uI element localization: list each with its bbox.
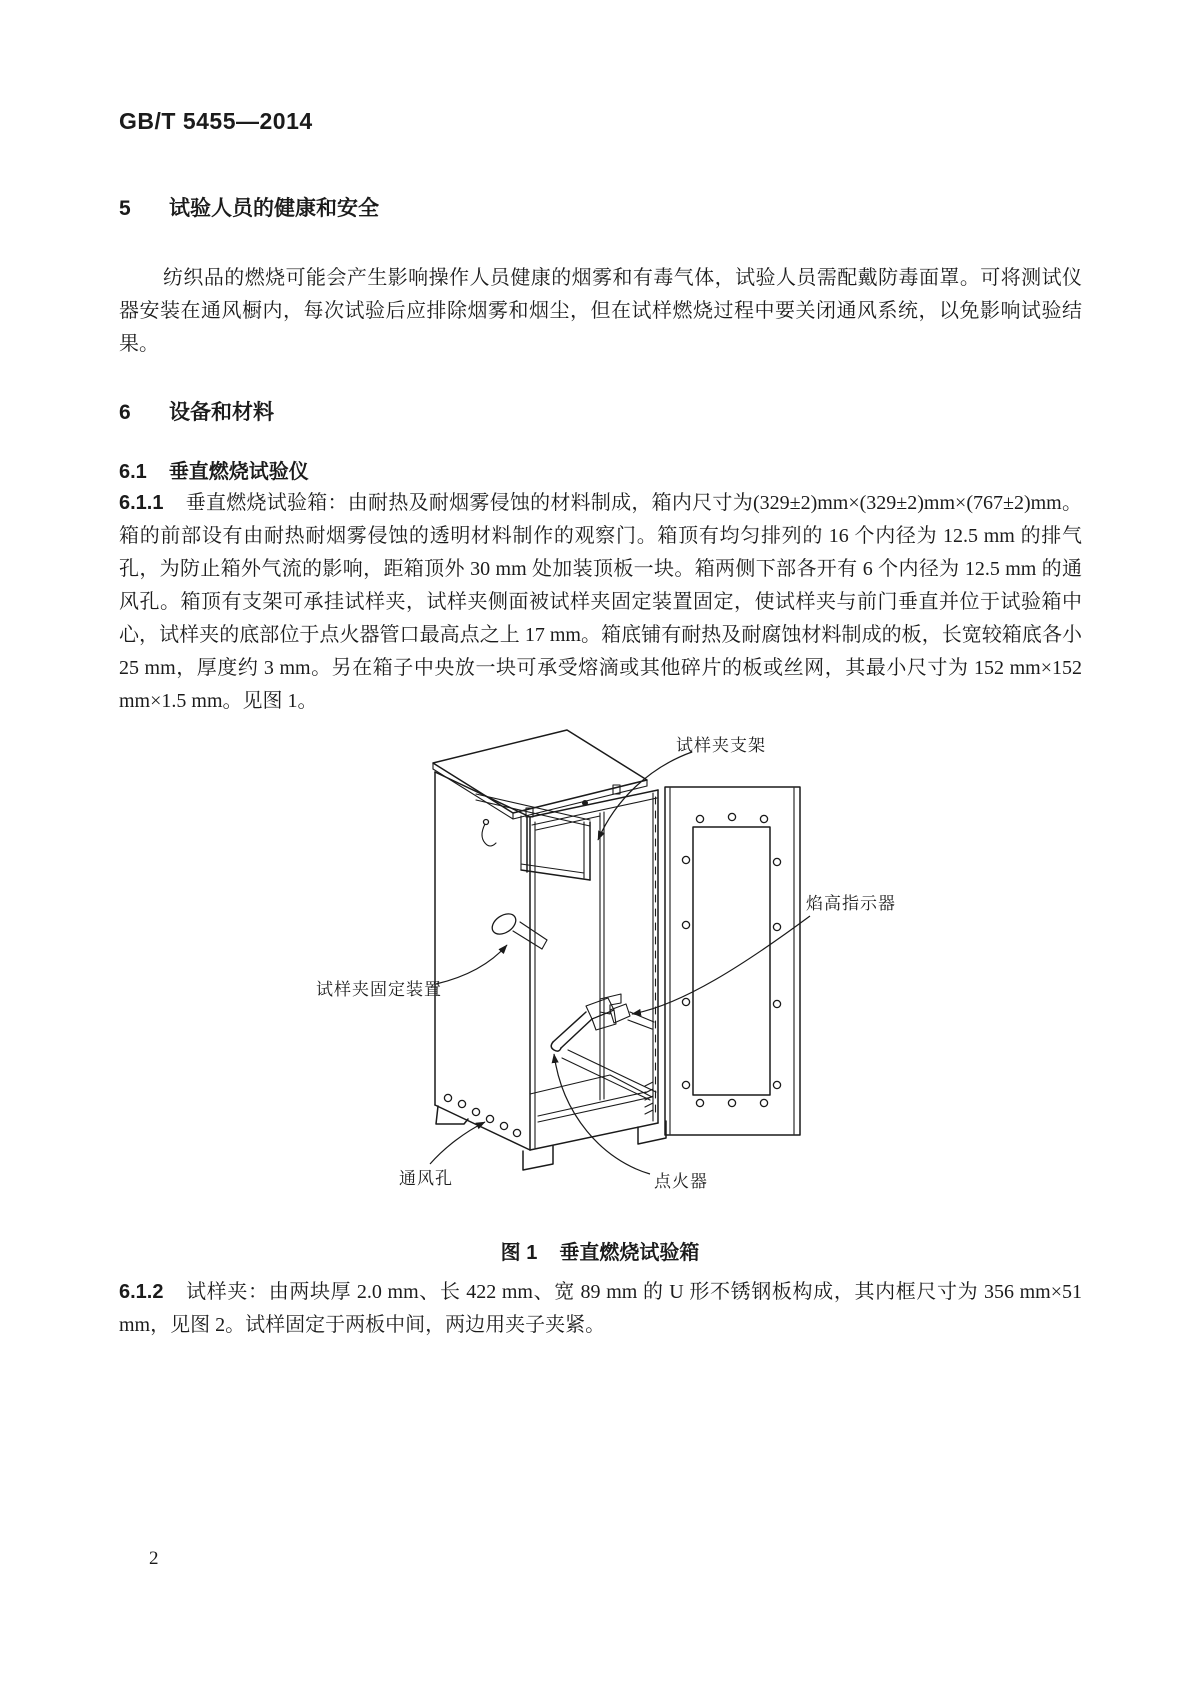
door-bolts <box>682 813 780 1106</box>
cabinet-body <box>435 772 666 1170</box>
figure-1-drawing <box>280 672 940 1212</box>
figure-label-clamp-bracket: 试样夹支架 <box>676 736 766 755</box>
figure-1-caption <box>0 1236 1200 1265</box>
door-panel <box>665 787 800 1135</box>
section-6-heading <box>119 396 274 426</box>
section-title: 试验人员的健康和安全 <box>169 197 379 220</box>
top-plate <box>433 730 647 819</box>
clause-text: 垂直燃烧试验箱：由耐热及耐烟雾侵蚀的材料制成，箱内尺寸为(329±2)mm×(329±2)mm×(767±2)mm。箱的前部设有由耐热耐烟雾侵蚀的透明材料制作的观察门。箱顶有均匀排列的 16 个内径为 12.5 mm 的排气孔，为防止箱外气流的影响，距箱顶外 30 mm 处加装顶板一块。箱两侧下部各开有 6 个内径为 12.5 mm 的通风孔。箱顶有支架可承挂试样夹，试样夹侧面被试样夹固定装置固定，使试样夹与前门垂直并位于试验箱中心，试样夹的底部位于点火器管口最高点之上 17 mm。箱底铺有耐热及耐腐蚀材料制成的板，长宽较箱底各小 25 mm，厚度约 3 mm。另在箱子中央放一块可承受熔滴或其他碎片的板或丝网，其最小尺寸为 152 mm×152 mm×1.5 mm。见图 1。 <box>119 492 1082 712</box>
section-number: 6 <box>119 401 131 424</box>
figure-label-flame-indicator: 焰高指示器 <box>806 894 896 913</box>
clause-number: 6.1.1 <box>119 492 164 514</box>
section-title: 设备和材料 <box>169 401 274 424</box>
page-number: 2 <box>149 1548 159 1569</box>
section-6-1-heading <box>119 455 309 484</box>
clause-number: 6.1.2 <box>119 1281 164 1303</box>
figure-label-clamp-fixing-device: 试样夹固定装置 <box>316 980 442 999</box>
section-5-paragraph: 纺织品的燃烧可能会产生影响操作人员健康的烟雾和有毒气体，试验人员需配戴防毒面罩。可将测试仪器安装在通风橱内，每次试验后应排除烟雾和烟尘，但在试样燃烧过程中要关闭通风系统，以免影响试验结果。 <box>119 267 1082 355</box>
observation-window <box>693 827 770 1095</box>
figure-caption-label: 图 1 <box>500 1242 538 1264</box>
standard-number: GB/T 5455—2014 <box>119 108 313 134</box>
figure-label-vent-hole: 通风孔 <box>399 1169 453 1188</box>
clamp-fixing-screw <box>488 910 547 949</box>
figure-caption-text: 垂直燃烧试验箱 <box>559 1242 700 1264</box>
section-title: 垂直燃烧试验仪 <box>168 461 309 483</box>
figure-label-igniter: 点火器 <box>654 1172 708 1191</box>
section-5-heading <box>119 192 379 222</box>
section-number: 5 <box>119 197 131 220</box>
clause-text: 试样夹：由两块厚 2.0 mm、长 422 mm、宽 89 mm 的 U 形不锈钢板构成，其内框尺寸为 356 mm×51 mm，见图 2。试样固定于两板中间，两边用夹子夹紧。 <box>119 1281 1082 1336</box>
section-number: 6.1 <box>119 461 147 483</box>
igniter-assembly <box>551 998 654 1051</box>
leader-lines <box>430 752 810 1174</box>
section-6-1-2-paragraph <box>119 1276 1082 1342</box>
